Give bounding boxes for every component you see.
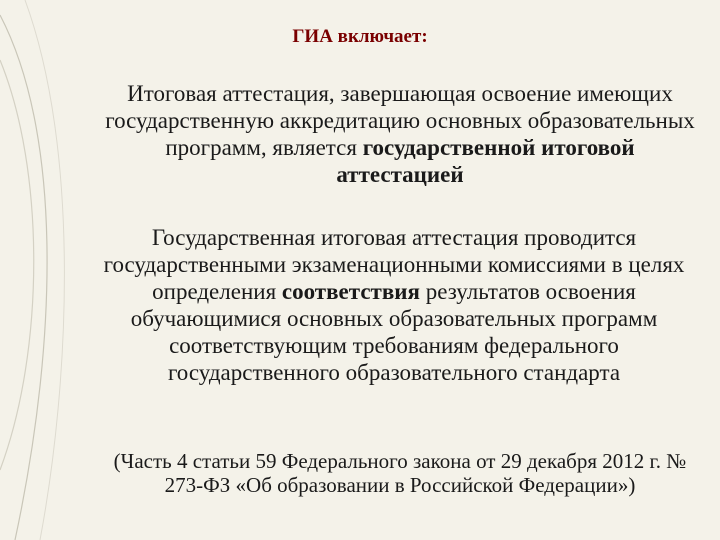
paragraph-text-before: Государственная итоговая аттестация проводится государственными экзаменационными комиссиями в целях определения <box>103 225 685 304</box>
paragraph-bold-word: соответствия <box>281 279 420 304</box>
paragraph-text-after: результатов освоения обучающимися основных образовательных программ соответствующим требованиям федерального государственного образовательного стандарта <box>130 279 658 385</box>
slide-title: ГИА включает: <box>292 26 428 47</box>
law-reference: (Часть 4 статьи 59 Федерального закона от 29 декабря 2012 г. № 273-ФЗ «Об образовании в Российской Федерации») <box>113 449 687 497</box>
paragraph-text: Итоговая аттестация, завершающая освоение имеющих государственную аккредитацию основных образовательных программ, является <box>105 81 695 160</box>
decorative-curve <box>0 15 47 540</box>
paragraph-state-attestation <box>84 224 704 386</box>
paragraph-final-attestation <box>100 80 700 188</box>
decorative-curve <box>25 0 64 540</box>
decorative-curve <box>0 60 34 470</box>
paragraph-bold-text: государственной итоговой аттестацией <box>336 135 635 187</box>
